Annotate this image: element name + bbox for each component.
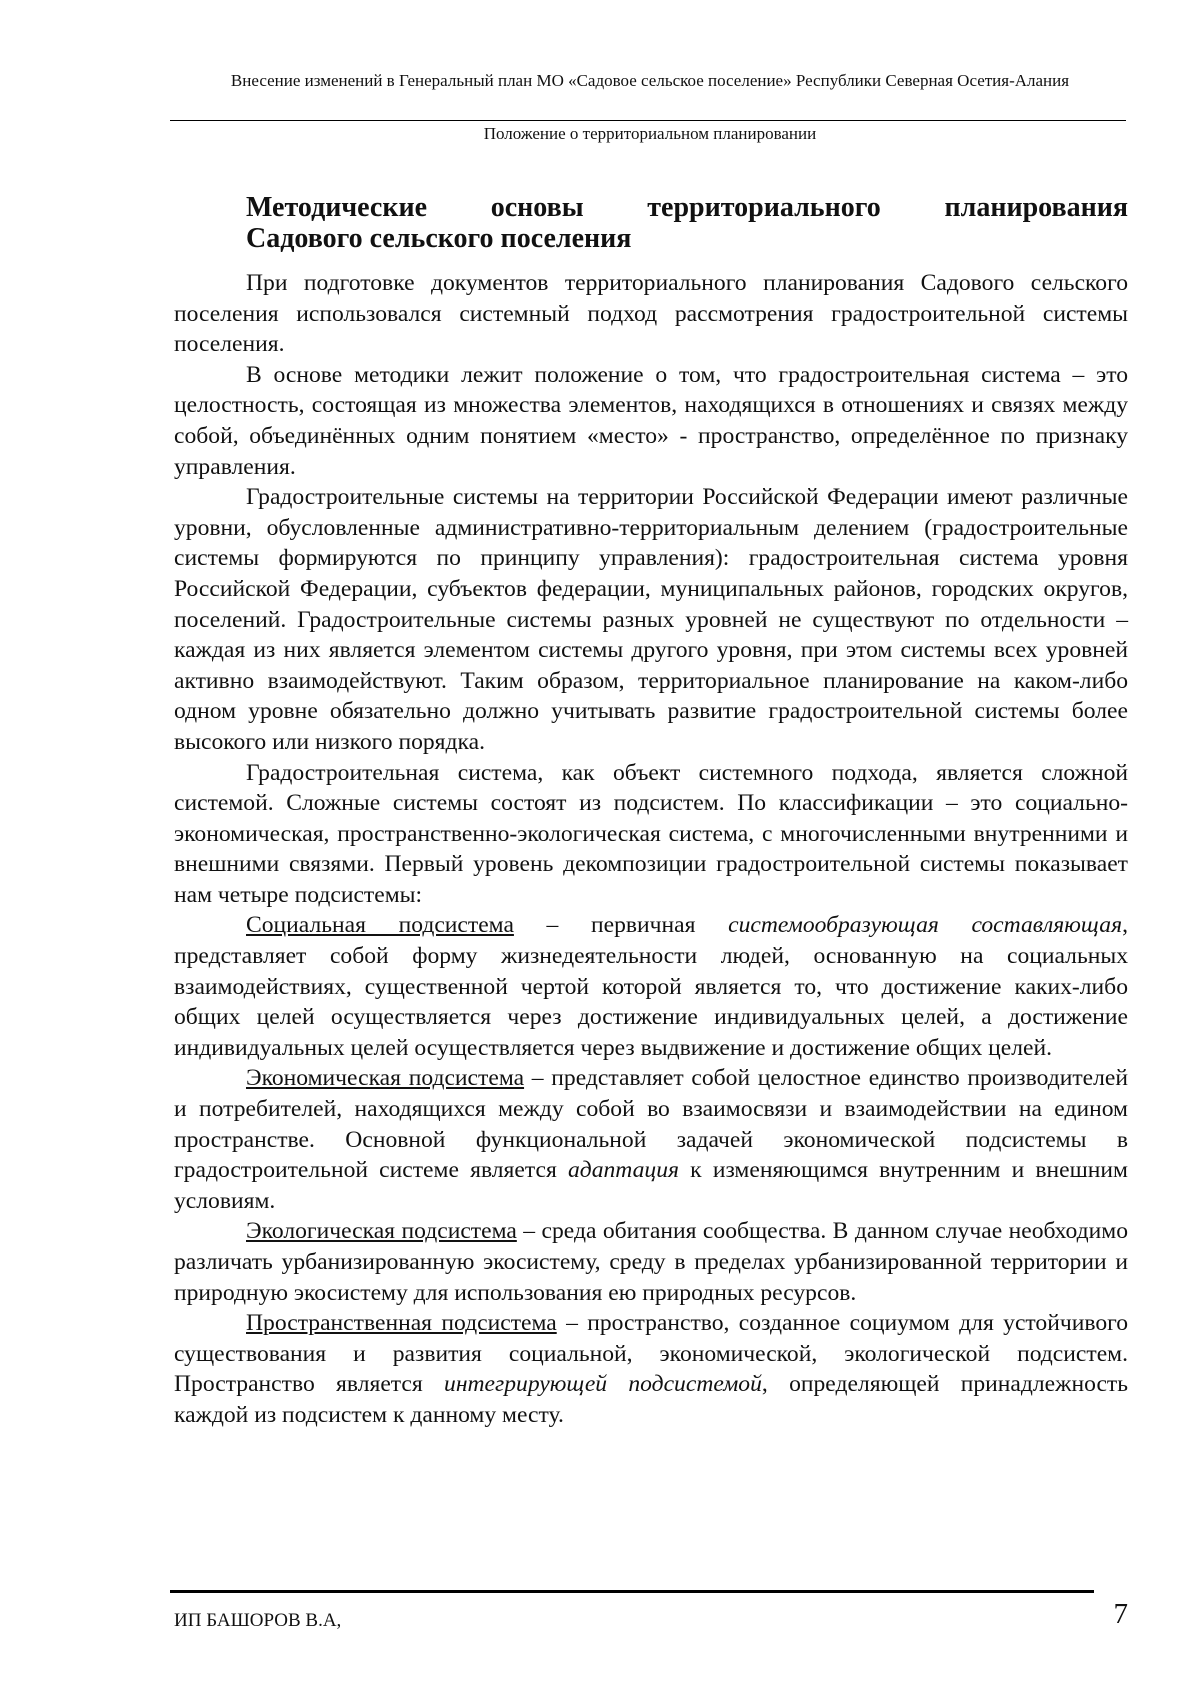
footer-author: ИП БАШОРОВ В.А, <box>174 1610 342 1631</box>
section-title-line-1: Методические основы территориального планирования <box>246 192 1128 223</box>
page-number: 7 <box>1113 1598 1128 1630</box>
paragraph-text: – первичная <box>513 912 729 939</box>
paragraph-text: , представляет собой форму жизнедеятельности людей, основанную на социальных взаимодействиях, существенной чертой которой является то, что достижение каких-либо общих целей осуществляется через достижение индивидуальных целей, а достижение индивидуальных целей осуществляется через выдвижение и достижение общих целей. <box>174 912 1128 1061</box>
paragraph-text: , определяющей принадлежность каждой из подсистем к данному месту. <box>174 1371 1128 1428</box>
paragraph-text: – среда обитания сообщества. В данном случае необходимо различать урбанизированную экосистему, среду в пределах урбанизированной территории и природную экосистему для использования ею природных ресурсов. <box>174 1218 1128 1306</box>
paragraph-4: Градостроительная система, как объект системного подхода, является сложной системой. Сложные системы состоят из подсистем. По классификации – это социально-экономическая, пространственно-экологическая система, с многочисленными внутренними и внешними связями. Первый уровень декомпозиции градостроительной системы показывает нам четыре подсистемы: <box>174 759 1128 908</box>
term-spatial-subsystem: Пространственная подсистема <box>246 1310 557 1337</box>
running-header-subtitle: Положение о территориальном планировании <box>483 124 817 143</box>
paragraph-social-subsystem <box>174 910 1128 1063</box>
paragraph-text: к изменяющимся внутренним и внешним условиям. <box>174 1157 1128 1214</box>
paragraph-1: При подготовке документов территориального планирования Садового сельского поселения использовался системный подход рассмотрения градостроительной системы поселения. <box>174 270 1128 358</box>
emphasis-text: адаптация <box>567 1157 679 1184</box>
body-text <box>174 268 1128 1431</box>
paragraph-3: Градостроительные системы на территории Российской Федерации имеют различные уровни, обусловленные административно-территориальным делением (градостроительные системы формируются по принципу управления): градостроительная система уровня Российской Федерации, субъектов федерации, муниципальных районов, городских округов, поселений. Градостроительные системы разных уровней не существуют по отдельности – каждая из них является элементом системы другого уровня, при этом системы всех уровней активно взаимодействуют. Таким образом, территориальное планирование на каком-либо одном уровне обязательно должно учитывать развитие градостроительной системы более высокого или низкого порядка. <box>174 484 1128 755</box>
section-title-line-2: Садового сельского поселения <box>246 223 632 254</box>
paragraph-text: – пространство, созданное социумом для устойчивого существования и развития социальной, экономической, экологической подсистем. Пространство является <box>174 1310 1128 1398</box>
term-ecological-subsystem: Экологическая подсистема <box>246 1218 517 1245</box>
paragraph-spatial-subsystem <box>174 1308 1128 1430</box>
header-divider <box>170 120 1126 121</box>
emphasis-text: интегрирующей подсистемой <box>444 1371 762 1398</box>
footer-divider <box>170 1590 1094 1593</box>
main-content <box>174 192 1128 1431</box>
paragraph-economic-subsystem <box>174 1063 1128 1216</box>
section-title <box>246 192 1128 254</box>
paragraph-2: В основе методики лежит положение о том, что градостроительная система – это целостность, состоящая из множества элементов, находящихся в отношениях и связях между собой, объединённых одним понятием «место» - пространство, определённое по признаку управления. <box>174 361 1128 480</box>
paragraph-text: – представляет собой целостное единство производителей и потребителей, находящихся между собой во взаимосвязи и взаимодействии на едином пространстве. Основной функциональной задачей экономической подсистемы в градостроительной системе является <box>174 1065 1128 1184</box>
term-economic-subsystem: Экономическая подсистема <box>246 1065 525 1092</box>
emphasis-text: системообразующая составляющая <box>728 912 1123 939</box>
running-header-title: Внесение изменений в Генеральный план МО «Садовое сельское поселение» Республики Северная Осетия-Алания <box>230 71 1070 90</box>
term-social-subsystem: Социальная подсистема <box>246 912 514 939</box>
paragraph-ecological-subsystem <box>174 1216 1128 1308</box>
